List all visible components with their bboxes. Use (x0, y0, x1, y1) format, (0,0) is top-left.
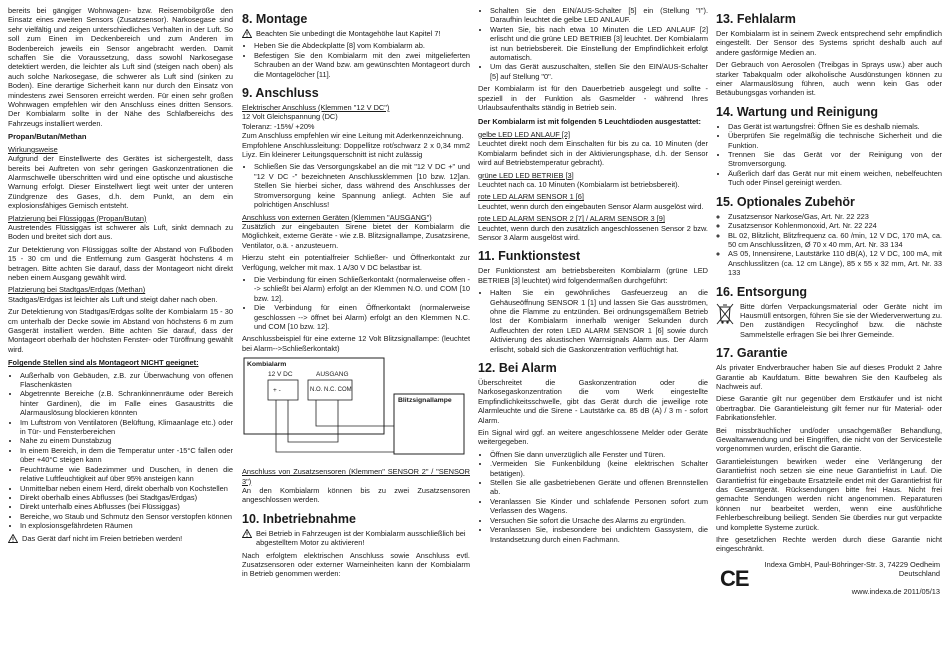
list-item: • Die Verbindung für einen Öffnerkontakt (normalerweise geschlossen --> öffnet bei Alarm) erfolgt an den Klemmen N.C. und COM [10 bzw. 12]. (254, 303, 470, 331)
list-item: • Halten Sie ein gewöhnliches Gasfeuerzeug an die Gehäuseöffnung SENSOR 1 [1] und lassen Sie Gas ausströmen, ohne die Flamme zu entzünden. Bei ordnungsgemäßem Betrieb löst der Kombialarm innerhalb weniger Sekunden durch Aufleuchten der roten LED ALARM SENSOR 1 [6] sowie durch Aktivierung des akustischen Warnsignals Alarm aus. Der Alarm erlischt, sobald sich die Gaskonzentration verflüchtigt hat. (490, 288, 708, 354)
montage-warning (242, 29, 470, 38)
propan-heading: Propan/Butan/Methan (8, 132, 87, 142)
stadtgas-text-1: Stadtgas/Erdgas ist leichter als Luft und steigt daher nach oben. (8, 294, 218, 304)
fehlalarm-text-2: Der Gebrauch von Aerosolen (Treibgas in Sprays usw.) aber auch starker Tabakqualm oder alkoholische Ausdünstungen können zu einer Alarmauslösung führen, auch wenn kein Gas oder Betäubungsgas vorhanden ist. (716, 60, 942, 98)
section-15-title: 15. Optionales Zubehör (716, 194, 855, 209)
inbetriebnahme-text: Nach erfolgtem elektrischen Anschluss sowie Anschluss evtl. Zusatzsensoren oder externer Warneinheiten kann der Kombialarm in Betrieb genommen werden: (242, 550, 470, 579)
fluessiggas-heading: Platzierung bei Flüssiggas (Propan/Butan) (8, 213, 147, 223)
section-11-title: 11. Funktionstest (478, 249, 581, 264)
list-item: • Veranlassen Sie Kinder und schlafende Personen sofort zum Verlassen des Wagens. (490, 497, 708, 516)
example-text: Anschlussbeispiel für eine externe 12 Volt Blitzsignallampe: (leuchtet bei Alarm-->Schließerkontakt) (242, 334, 470, 353)
garantie-text-5: Ihre gesetzlichen Rechte werden durch diese Garantie nicht eingeschränkt. (716, 535, 942, 554)
electrical-text-4: Empfohlene Anschlussleitung: Doppellitze rot/schwarz 2 x 0,34 mm2 Liyz. Ein kleinerer Leitungsquerschnitt ist nicht zulässig (242, 140, 470, 160)
entsorgung-block (716, 302, 942, 340)
alarm-list (478, 450, 708, 544)
wiring-diagram (242, 356, 467, 464)
electrical-text-3: Zum Anschluss empfehlen wir eine Leitung mit Aderkennzeichnung. (242, 131, 464, 141)
section-9-title: 9. Anschluss (242, 86, 319, 101)
list-item: • In einem Bereich, in dem die Temperatur unter -15°C fallen oder über +40°C steigen kann (20, 446, 233, 465)
list-item: • Äußerlich darf das Gerät nur mit einem weichen, nebelfeuchten Tuch oder Pinsel gereinigt werden. (728, 169, 942, 188)
diagram-pm-label: + - (273, 387, 281, 395)
list-item: • Nahe zu einem Dunstabzug (20, 436, 233, 445)
warning-text: Das Gerät darf nicht im Freien betrieben werden! (22, 533, 183, 543)
column-3 (478, 6, 708, 547)
diagram-lamp-label: Blitzsignallampe (398, 397, 452, 405)
list-item: • Die Verbindung für einen Schließerkontakt (normalerweise offen --> schließt bei Alarm) erfolgt an der Klemmen N.O. und COM [10 bzw. 12]. (254, 275, 470, 303)
electrical-heading: Elektrischer Anschluss (Klemmen "12 V DC") (242, 103, 390, 113)
list-item: ◦ Zusatzsensor Kohlenmonoxid, Art. Nr. 22 224 (728, 221, 942, 230)
list-item: • Befestigen Sie den Kombialarm mit den zwei mitgelieferten Schrauben an der Wand bzw. am gewünschten Montageort durch die Montagelöcher [11]. (254, 51, 470, 79)
wartung-list (716, 122, 942, 188)
led3-heading: rote LED ALARM SENSOR 1 [6] (478, 192, 584, 202)
section-12-title: 12. Bei Alarm (478, 361, 557, 375)
led2-heading: grüne LED LED BETRIEB [3] (478, 170, 574, 180)
wirkungsweise-text: Aufgrund der Einstellwerte des Gerätes ist sichergestellt, dass bereits bei Auftreten von sehr geringen Gaskonzentrationen die Alarmschwelle überschritten wird und eine optische und akustische Warnung erfolgt. Dieser Einstellwert liegt weit unter der unteren Zündgrenze des Gases, d.h. dem Punkt, an dem ein explosionsfähiges Gemisch entsteht. (8, 154, 233, 211)
column-4 (716, 6, 942, 606)
footer (716, 560, 942, 606)
not-suitable-heading: Folgende Stellen sind als Montageort NICHT geeignet: (8, 358, 199, 368)
garantie-text-2: Diese Garantie gilt nur gegenüber dem Erstkäufer und ist nicht übertragbar. Die Garantieleistung gilt ferner nur für Material- oder Fabrikationsfehler. (716, 394, 942, 423)
not-suitable-list (8, 371, 233, 531)
external-heading: Anschluss von externen Geräten (Klemmen "AUSGANG") (242, 212, 432, 222)
fluessiggas-text-1: Austretendes Flüssiggas ist schwerer als Luft, sinkt demnach zu Boden und breitet sich dort aus. (8, 222, 233, 242)
garantie-text-4: Garantieleistungen bewirken weder eine Verlängerung der Garantiefrist noch setzen sie eine neue Garantiefrist in Lauf. Die Garantiefrist für eingebaute Ersatzteile endet mit der Garantiefrist für das Gesamtgerät. Rücksendungen bitte frei Haus. Nicht frei gemachte Sendungen werden nicht angenommen. Reparaturen können nur bearbeitet werden, wenn eine ausführliche Fehlerbeschreibung beiliegt. Senden Sie überdies nur gut verpackte und komplette Systeme zurück. (716, 456, 942, 532)
list-item: ◦ AS 05, Innensirene, Lautstärke 110 dB(A), 12 V DC, 100 mA, mit Anschlusslitzen (ca. 12 cm Länge), 85 x 55 x 32 mm, Art. Nr. 33 133 (728, 249, 942, 277)
section-17-title: 17. Garantie (716, 346, 788, 361)
led1-heading: gelbe LED LED ANLAUF [2] (478, 129, 571, 139)
list-item: • Versuchen Sie sofort die Ursache des Alarms zu ergründen. (490, 516, 708, 525)
list-item: • Veranlassen Sie, insbesondere bei undichtem Gassystem, die Instandsetzung durch einen Fachmann. (490, 525, 708, 544)
startup-list (478, 6, 708, 81)
address-line-2: Deutschland (898, 569, 940, 579)
zubehoer-list (716, 212, 942, 278)
list-item: • Bereiche, wo Staub und Schmutz den Sensor verstopfen können (20, 512, 233, 521)
list-item: • Schalten Sie den EIN/AUS-Schalter [5] ein (Stellung "I"). Daraufhin leuchtet die gelbe LED ANLAUF. (490, 6, 708, 25)
list-item: • Überprüfen Sie regelmäßig die technische Sicherheit und die Funktion. (728, 131, 942, 150)
list-item: • Direkt unterhalb eines Abflusses (bei Flüssiggas) (20, 502, 233, 511)
stadtgas-text-2: Zur Detektierung von Stadtgas/Erdgas sollte der Kombialarm 15 - 30 cm unterhalb der Decke sowie im Abstand von höchstens 6 m zum Gasgerät installiert werden. Bitte achten Sie darauf, dass der Montageort oberhalb der höchsten Fenster- oder Türöffnung gewählt wird. (8, 307, 233, 354)
led4-text: Leuchtet, wenn durch den zusätzlich angeschlossenen Sensor 2 bzw. Sensor 3 Alarm ausgelöst wird. (478, 223, 708, 242)
led-heading: Der Kombialarm ist mit folgenden 5 Leuchtdioden ausgestattet: (478, 117, 701, 127)
alarm-text-1: Überschreitet die Gaskonzentration oder die Narkosegaskonzentration die vom Werk eingestellte Empfindlichkeitsschwelle, gibt das Gerät durch die jeweilige rote Alarmleuchte und die Sirene - Lautstärke ca. 85 dB (A) / 3 m - sofort Alarm. (478, 378, 708, 425)
address-block (765, 560, 940, 596)
warning-triangle-icon (242, 529, 252, 538)
column-1 (8, 6, 233, 546)
list-item: • Schließen Sie das Versorgungskabel an die mit "12 V DC +" und "12 V DC -" bezeichneten Anschlussklemmen [10 bzw. 12]an. Stellen Sie hierbei sicher, dass während des Anschlusses der Stromversorgung keine Spannung anliegt. Achten Sie auf polrichtigen Anschluss! (254, 162, 470, 209)
inbetriebnahme-warning (242, 529, 470, 548)
list-item: • Abgetrennte Bereiche (z.B. Schrankinnenräume oder Bereich hinter Gardinen), die im Falle eines Gasaustritts die Alarmauslösung blockieren könnten (20, 389, 233, 417)
list-item: • Unmittelbar neben einem Herd, direkt oberhalb von Kochstellen (20, 484, 233, 493)
list-item: • Öffnen Sie dann unverzüglich alle Fenster und Türen. (490, 450, 708, 459)
dauerbetrieb-text: Der Kombialarm ist für den Dauerbetrieb ausgelegt und sollte - speziell in der Funktion als Gasmelder - während Ihres Urlaubsaufenthalts ständig in Betrieb sein. (478, 84, 708, 113)
list-item: • Heben Sie die Abdeckplatte [8] vom Kombialarm ab. (254, 41, 470, 50)
montage-list (242, 41, 470, 79)
fluessiggas-text-2: Zur Detektierung von Flüssiggas sollte der Abstand von Fußboden 15 - 30 cm und die Entfernung zum Gasgerät höchstens 4 m betragen. Bitte achten Sie darauf, dass der Montageort nicht direkt neben einem Ausgang gewählt wird. (8, 244, 233, 282)
list-item: • Außerhalb von Gebäuden, z.B. zur Überwachung von offenen Flaschenkästen (20, 371, 233, 390)
warning-triangle-icon (242, 29, 252, 38)
alarm-text-2: Ein Signal wird ggf. an weitere angeschlossene Melder oder Geräte weitergegeben. (478, 428, 708, 447)
section-8-title: 8. Montage (242, 12, 308, 26)
list-item: • Stellen Sie alle gasbetriebenen Geräte und offenen Brennstellen ab. (490, 478, 708, 497)
section-16-title: 16. Entsorgung (716, 284, 807, 299)
funktionstest-list (478, 288, 708, 354)
wirkungsweise-heading: Wirkungsweise (8, 144, 58, 154)
intro-text: bereits bei gängiger Wohnwagen- bzw. Reisemobilgröße den Einsatz eines zweiten Sensors (Zusatzsensor). Narkosegase sind sehr vielfältig und zeigen unterschiedliches Verhalten in der Luft. So soll zum Einen im Deckenbereich und zum Anderen im Bodenbereich jeweils ein Sensor angebracht werden. Damit schaffen Sie die Voraussetzung, dass sowohl Narkosegase detektiert werden, die leichter als Luft sind (steigen nach oben) als auch solche Narkosegase, die schwerer als Luft sind (sinken zu Boden). Eine derartige Sicherheit kann nur durch den Einsatz von mindestens zwei Sensoren erreicht werden. Für einen sehr großen Wohnwagen empfehlen wir den Anschluss eines dritten Sensors. Der Kombialarm sollte in der Nähe des Schlafbereichs des Fahrzeugs installiert werden. (8, 6, 233, 128)
garantie-text-3: Bei missbräuchlicher und/oder unsachgemäßer Behandlung, Gewaltanwendung und bei Eingriffen, die nicht von der Servicestelle vorgenommen wurden, erlischt die Garantie. (716, 425, 942, 454)
electrical-text-1: 12 Volt Gleichspannung (DC) (242, 112, 338, 122)
electrical-text-2: Toleranz: -15%/ +20% (242, 121, 315, 131)
stadtgas-heading: Platzierung bei Stadtgas/Erdgas (Methan) (8, 285, 146, 295)
led4-heading: rote LED ALARM SENSOR 2 [7] / ALARM SENSOR 3 [9] (478, 214, 665, 224)
list-item: • Feuchträume wie Badezimmer und Duschen, in denen die relative Luftfeuchtigkeit auf über 95% ansteigen kann (20, 465, 233, 484)
list-item: • In explosionsgefährdeten Räumen (20, 521, 233, 530)
ce-mark: CE (720, 565, 749, 591)
diagram-box-label: Kombialarm (247, 361, 287, 369)
list-item: • Warten Sie, bis nach etwa 10 Minuten die LED ANLAUF [2] erlischt und die grüne LED BETRIEB [3] leuchtet. Der Kombialarm ist nun betriebsbereit. Die Einstellung der Empfindlichkeit erfolgt automatisch. (490, 25, 708, 63)
garantie-text-1: Als privater Endverbraucher haben Sie auf dieses Produkt 2 Jahre Garantie ab Kaufdatum. Bitte bewahren Sie den Kaufbeleg als Nachweis auf. (716, 363, 942, 391)
list-item: • .Vermeiden Sie Funkenbildung (keine elektrischen Schalter betätigen). (490, 459, 708, 478)
crossed-bin-icon (716, 302, 734, 326)
list-item: • Direkt oberhalb eines Abflusses (bei Stadtgas/Erdgas) (20, 493, 233, 502)
list-item: • Im Luftstrom von Ventilatoren (Belüftung, Klimaanlage etc.) oder in Tür- und Fensterbereichen (20, 418, 233, 437)
led2-text: Leuchtet nach ca. 10 Minuten (Kombialarm ist betriebsbereit). (478, 179, 680, 189)
warning-text: Beachten Sie unbedingt die Montagehöhe laut Kapitel 7! (256, 29, 441, 38)
outdoor-warning (8, 534, 233, 543)
external-list (242, 275, 470, 331)
electrical-list (242, 162, 470, 209)
section-14-title: 14. Wartung und Reinigung (716, 104, 879, 119)
diagram-out-label: AUSGANG (316, 371, 349, 379)
list-item: ◦ Zusatzsensor Narkose/Gas, Art. Nr. 22 223 (728, 212, 942, 221)
address-line-1: Indexa GmbH, Paul-Böhringer-Str. 3, 74229 Oedheim (764, 559, 940, 569)
led1-text: Leuchtet direkt noch dem Einschalten für bis zu ca. 10 Minuten (der Kombialarm befindet sich in der Aktivierungsphase, d.h. der Sensor wird auf Betriebstemperatur gebracht). (478, 139, 708, 168)
list-item: • Das Gerät ist wartungsfrei: Öffnen Sie es deshalb niemals. (728, 122, 942, 131)
funktionstest-text: Der Funktionstest am betriebsbereiten Kombialarm (grüne LED BETRIEB [3] leuchtet) wird folgendermaßen durchgeführt: (478, 266, 708, 285)
section-10-title: 10. Inbetriebnahme (242, 511, 356, 526)
warning-text: Bei Betrieb in Fahrzeugen ist der Kombialarm ausschließlich bei abgestelltem Motor zu aktivieren! (256, 528, 466, 548)
section-13-title: 13. Fehlalarm (716, 12, 796, 26)
fehlalarm-text-1: Der Kombialarm ist in seinem Zweck entsprechend sehr empfindlich eingestellt. Der Sensor des Systems spricht deshalb auch auf andere gasförmige Medien an. (716, 29, 942, 57)
warning-triangle-icon (8, 534, 18, 543)
diagram-out-terms: N.O. N.C. COM (310, 387, 352, 394)
external-text-2: Hierzu steht ein potentialfreier Schließer- und Öffnerkontakt zur Verfügung, welcher mit max. 1 A/30 V DC belastbar ist. (242, 253, 470, 272)
entsorgung-text: Bitte dürfen Verpackungsmaterial oder Geräte nicht im Hausmüll entsorgen, führen Sie sie der Wiederverwertung zu. Den zuständigen Recyclinghof bzw. die nächste Sammelstelle erfragen Sie bei Ihrer Gemeinde. (740, 301, 942, 339)
external-text-1: Zusätzlich zur eingebauten Sirene bietet der Kombialarm die Möglichkeit, externe Geräte - wie z.B. Blitzsignallampe, Zusatzsirene, Ventilator, o.ä. - anzusteuern. (242, 221, 470, 250)
led3-text: Leuchtet, wenn durch den eingebauten Sensor Alarm ausgelöst wird. (478, 201, 704, 211)
list-item: ◦ BL 02, Blitzlicht, Blitzfrequenz ca. 60 /min, 12 V DC, 170 mA, ca. 50 cm Anschlusslitzen, Ø 70 x 40 mm, Art. Nr. 33 134 (728, 231, 942, 250)
diagram-dc-label: 12 V DC (268, 371, 293, 379)
list-item: • Um das Gerät auszuschalten, stellen Sie den EIN/AUS-Schalter [5] auf Stellung "0". (490, 62, 708, 81)
column-2 (242, 6, 470, 582)
zusatz-heading: Anschluss von Zusatzsensoren (Klemmen" SENSOR 2" / "SENSOR 3") (242, 467, 470, 486)
zusatz-text: An den Kombialarm können bis zu zwei Zusatzsensoren angeschlossen werden. (242, 486, 470, 505)
address-line-3: www.indexa.de 2011/05/13 (851, 586, 940, 596)
list-item: • Trennen Sie das Gerät vor der Reinigung von der Stromversorgung. (728, 150, 942, 169)
